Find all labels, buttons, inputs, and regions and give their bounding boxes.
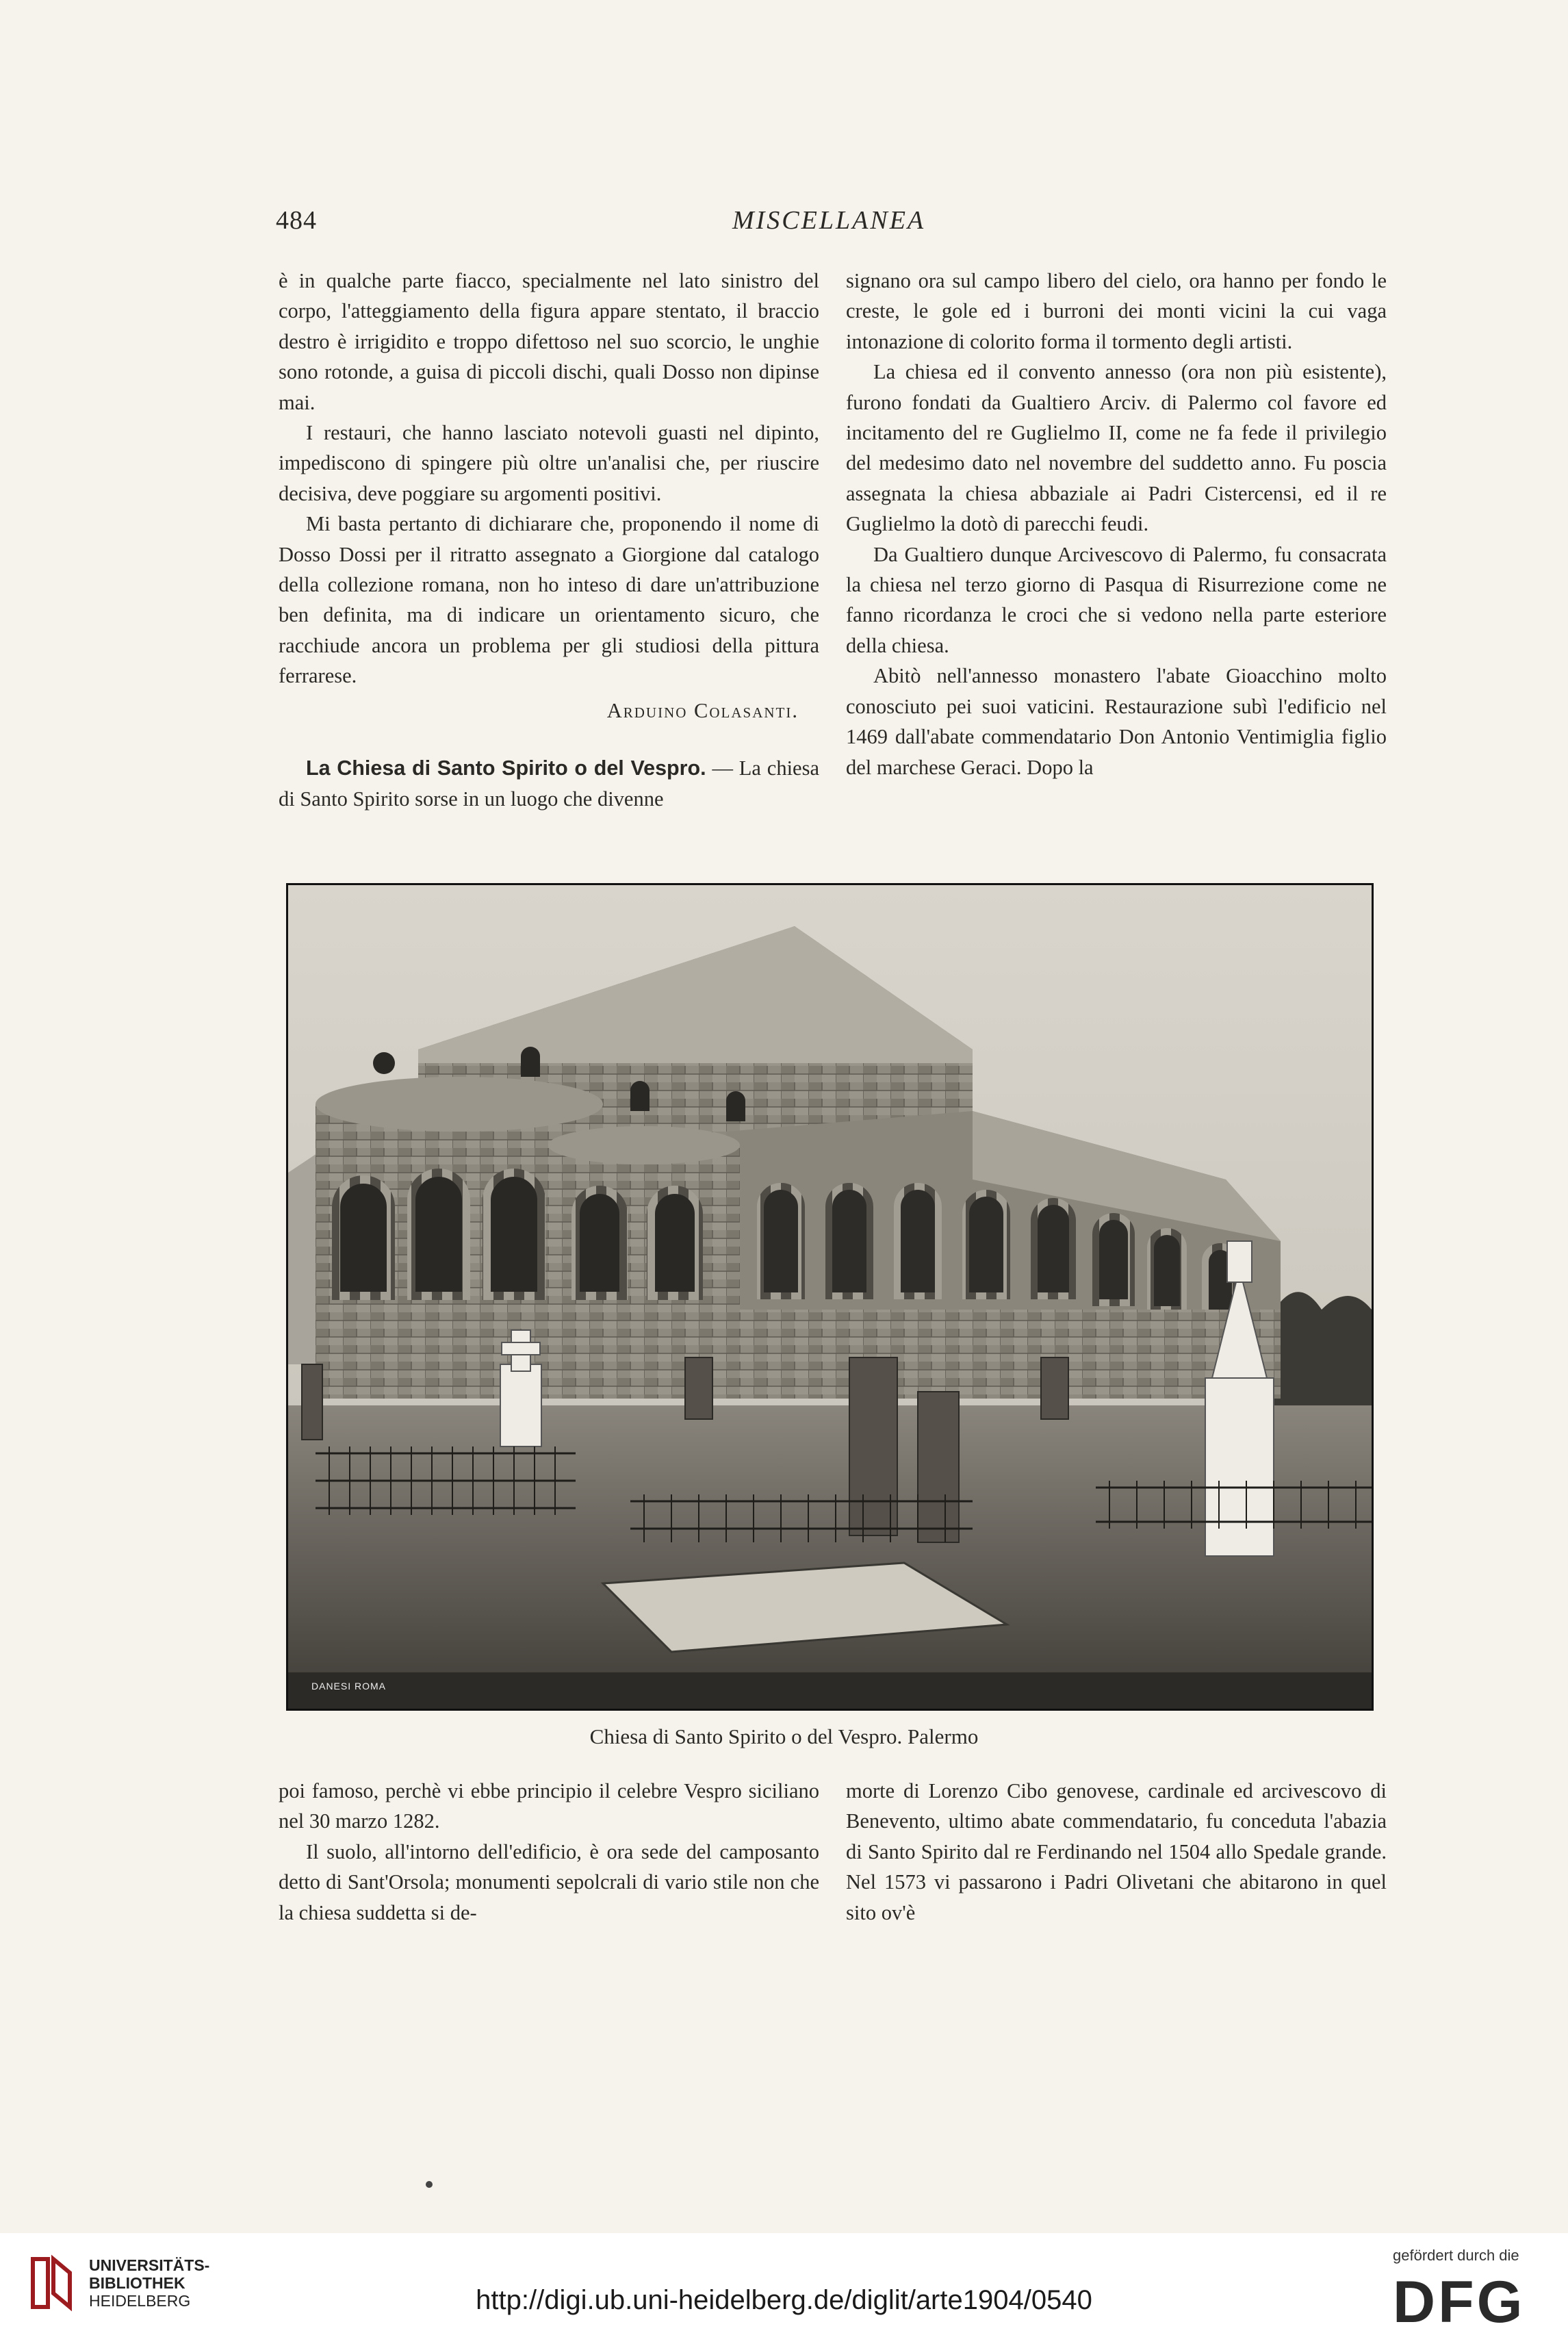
author-signature: Arduino Colasanti. <box>606 698 799 722</box>
article-opening <box>279 753 819 814</box>
page-number: 484 <box>276 206 317 235</box>
paragraph: Abitò nell'annesso monastero l'abate Gioacchino molto conosciuto pei suoi vaticini. Restaurazione subì l'edificio nel 1469 dall'abate commendatario Don Antonio Ventimiglia figlio del marchese Geraci. Dopo la <box>846 664 1387 779</box>
library-line-1: UNIVERSITÄTS- <box>89 2256 210 2274</box>
funding-text: gefördert durch die <box>1393 2247 1519 2264</box>
dfg-logo: DFG <box>1393 2269 1526 2335</box>
article-opening-text: — La chiesa di Santo Spirito sorse in un luogo che divenne <box>279 756 819 811</box>
source-url-link[interactable]: http://digi.ub.uni-heidelberg.de/diglit/arte1904/0540 <box>476 2285 1092 2315</box>
figure-caption: Chiesa di Santo Spirito o del Vespro. Palermo <box>589 1724 979 1748</box>
library-line-3: HEIDELBERG <box>89 2292 191 2310</box>
paragraph: è in qualche parte fiacco, specialmente nel lato sinistro del corpo, l'atteggiamento della figura appare stentato, il braccio destro è irrigidito e troppo difettoso nel suo scorcio, le unghie sono rotonde, a guisa di piccoli dischi, quali Dosso non dipinse mai. <box>279 269 819 414</box>
paragraph: La chiesa ed il convento annesso (ora non più esistente), furono fondati da Gualtiero Arciv. di Palermo col favore ed incitamento del re Guglielmo II, come ne fa fede il privilegio del medesimo dato nel novembre del suddetto anno. Fu poscia assegnata la chiesa abbaziale ai Padri Cistercensi, ed il re Guglielmo la dotò di parecchi feudi. <box>846 360 1387 536</box>
paragraph: Il suolo, all'intorno dell'edificio, è ora sede del camposanto detto di Sant'Orsola; monumenti sepolcrali di vario stile non che la chiesa suddetta si de- <box>279 1839 819 1924</box>
paragraph: signano ora sul campo libero del cielo, ora hanno per fondo le creste, le gole ed i burroni dei monti vicini la cui vaga intonazione di colorito forma il tormento degli artisti. <box>846 269 1387 353</box>
library-line-2: BIBLIOTHEK <box>89 2274 185 2292</box>
photo-credit: DANESI ROMA <box>311 1681 387 1692</box>
running-title: MISCELLANEA <box>732 206 926 235</box>
paragraph: morte di Lorenzo Cibo genovese, cardinale ed arcivescovo di Benevento, ultimo abate commendatario, fu conceduta l'abazia di Santo Spirito dal re Ferdinando nel 1504 allo Spedale grande. Nel 1573 vi passarono i Padri Olivetani che abitarono in quel sito ov'è <box>846 1779 1387 1924</box>
paragraph: Mi basta pertanto di dichiarare che, proponendo il nome di Dosso Dossi per il ritratto assegnato a Giorgione dal catalogo della collezione romana, non ho inteso di dare un'attribuzione ben definita, ma di indicare un orientamento sicuro, che racchiude ancora un problema per gli studiosi della pittura ferrarese. <box>279 512 819 688</box>
paragraph: I restauri, che hanno lasciato notevoli guasti nel dipinto, impediscono di spingere più oltre un'analisi che, per riuscire decisiva, deve poggiare su argomenti positivi. <box>279 421 819 505</box>
text-column-right-top <box>846 266 1387 782</box>
page-speck <box>426 2181 433 2188</box>
paragraph: poi famoso, perchè vi ebbe principio il celebre Vespro siciliano nel 30 marzo 1282. <box>279 1779 819 1833</box>
paragraph: Da Gualtiero dunque Arcivescovo di Palermo, fu consacrata la chiesa nel terzo giorno di Pasqua di Risurrezione come ne fanno ricordanza le croci che si vedono nella parte esteriore della chiesa. <box>846 542 1387 657</box>
text-column-right-bottom <box>846 1776 1387 1928</box>
church-photograph <box>286 883 1374 1711</box>
church-illustration <box>288 885 1372 1709</box>
text-column-left-top <box>279 266 819 814</box>
text-column-left-bottom <box>279 1776 819 1928</box>
article-heading: La Chiesa di Santo Spirito o del Vespro. <box>306 756 706 780</box>
